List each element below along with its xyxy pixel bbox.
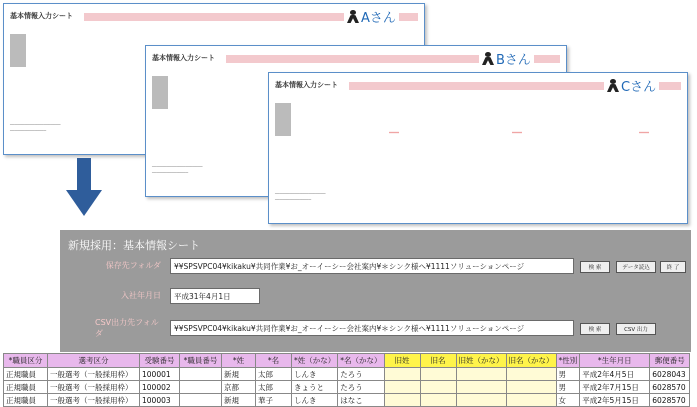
table-cell[interactable]: 100002 xyxy=(140,381,180,394)
table-cell[interactable]: 6028043 xyxy=(650,368,690,381)
table-row[interactable] xyxy=(4,381,690,394)
sheet-note: ───────────────────── ─────────────── xyxy=(10,122,61,133)
table-cell[interactable] xyxy=(420,394,456,407)
person-label-b xyxy=(479,49,534,68)
table-cell[interactable]: 6028570 xyxy=(650,394,690,407)
table-cell[interactable]: 太郎 xyxy=(256,381,292,394)
path-field[interactable]: ¥¥SPSVPC04¥kikaku¥共同作業¥お_オーイーシー会社案内¥＊シンク様へ¥1111ソリューションページ xyxy=(170,258,574,274)
red-annotation: ***** xyxy=(512,131,522,136)
table-cell[interactable]: たろう xyxy=(338,368,384,381)
employee-table xyxy=(3,353,690,407)
table-cell[interactable] xyxy=(506,368,556,381)
column-header: 受験番号 xyxy=(140,354,180,368)
person-name: Cさん xyxy=(621,80,657,95)
browse-csv-button[interactable]: 検 索 xyxy=(580,323,610,335)
table-cell[interactable] xyxy=(180,394,222,407)
app-window xyxy=(60,230,691,352)
table-cell[interactable] xyxy=(384,394,420,407)
sheet-grid xyxy=(152,76,168,109)
column-header: 旧姓（かな） xyxy=(456,354,506,368)
person-label-a xyxy=(344,7,399,26)
table-cell[interactable]: 一般選考（一般採用枠） xyxy=(48,394,140,407)
input-sheet-c xyxy=(268,72,688,224)
browse-button[interactable]: 検 索 xyxy=(580,261,610,273)
table-cell[interactable]: 正規職員 xyxy=(4,368,48,381)
column-header: 郵便番号 xyxy=(650,354,690,368)
table-cell[interactable] xyxy=(506,381,556,394)
table-cell[interactable]: 女 xyxy=(556,394,580,407)
red-annotation: ***** xyxy=(639,131,649,136)
table-cell[interactable]: 平成2年4月5日 xyxy=(580,368,650,381)
sheet-title: 基本情報入力シート xyxy=(275,81,338,89)
table-cell[interactable]: たろう xyxy=(338,381,384,394)
red-annotation: ***** xyxy=(389,131,399,136)
table-cell[interactable]: 一般選考（一般採用枠） xyxy=(48,368,140,381)
sheet-title: 基本情報入力シート xyxy=(10,12,73,20)
table-cell[interactable] xyxy=(420,368,456,381)
column-header: 選考区分 xyxy=(48,354,140,368)
column-header: *職員区分 xyxy=(4,354,48,368)
table-cell[interactable]: きょうと xyxy=(292,381,338,394)
csv-path-field[interactable]: ¥¥SPSVPC04¥kikaku¥共同作業¥お_オーイーシー会社案内¥＊シンク様へ¥1111ソリューションページ xyxy=(170,320,574,336)
table-cell[interactable]: 新規 xyxy=(222,394,256,407)
person-label-c xyxy=(604,76,659,95)
sheet-note: ───────────────────── ─────────────── xyxy=(152,164,203,175)
table-cell[interactable]: 平成2年5月15日 xyxy=(580,394,650,407)
column-header: *名（かな） xyxy=(338,354,384,368)
down-arrow-icon xyxy=(66,158,102,218)
table-cell[interactable] xyxy=(180,381,222,394)
column-header: 旧名（かな） xyxy=(506,354,556,368)
column-header: *姓（かな） xyxy=(292,354,338,368)
table-cell[interactable] xyxy=(506,394,556,407)
column-header: *姓 xyxy=(222,354,256,368)
table-cell[interactable]: しんき xyxy=(292,368,338,381)
table-cell[interactable]: 男 xyxy=(556,381,580,394)
table-row[interactable] xyxy=(4,394,690,407)
table-cell[interactable]: しんき xyxy=(292,394,338,407)
sheet-title: 基本情報入力シート xyxy=(152,54,215,62)
sheet-note: ───────────────────── ─────────────── xyxy=(275,191,326,202)
table-cell[interactable] xyxy=(456,368,506,381)
person-icon xyxy=(607,79,619,92)
column-header: *職員番号 xyxy=(180,354,222,368)
table-cell[interactable] xyxy=(180,368,222,381)
table-cell[interactable]: 正規職員 xyxy=(4,381,48,394)
csv-export-button[interactable]: CSV 出力 xyxy=(616,323,656,335)
person-icon xyxy=(482,52,494,65)
person-name: Aさん xyxy=(361,11,396,26)
table-cell[interactable]: 6028570 xyxy=(650,381,690,394)
table-cell[interactable] xyxy=(420,381,456,394)
date-label: 入社年月日 xyxy=(121,291,161,300)
table-cell[interactable]: 100003 xyxy=(140,394,180,407)
column-header: 旧名 xyxy=(420,354,456,368)
table-row[interactable] xyxy=(4,368,690,381)
table-cell[interactable]: 新規 xyxy=(222,368,256,381)
table-cell[interactable]: 100001 xyxy=(140,368,180,381)
sheet-grid xyxy=(10,34,26,67)
app-title: 新規採用：基本情報シート xyxy=(68,239,200,252)
table-cell[interactable]: 男 xyxy=(556,368,580,381)
column-header: *名 xyxy=(256,354,292,368)
column-header: *生年月日 xyxy=(580,354,650,368)
table-cell[interactable] xyxy=(384,368,420,381)
person-icon xyxy=(347,10,359,23)
table-header-row xyxy=(4,354,690,368)
sheet-grid xyxy=(275,103,291,136)
csv-path-label: CSV出力先フォルダ xyxy=(95,317,159,338)
table-cell[interactable] xyxy=(456,394,506,407)
table-cell[interactable]: 一般選考（一般採用枠） xyxy=(48,381,140,394)
data-load-button[interactable]: データ読込 xyxy=(616,261,656,273)
column-header: 旧姓 xyxy=(384,354,420,368)
table-cell[interactable] xyxy=(456,381,506,394)
close-button[interactable]: 終 了 xyxy=(660,261,686,273)
table-cell[interactable]: 太郎 xyxy=(256,368,292,381)
path-label: 保存先フォルダ xyxy=(105,261,161,270)
table-cell[interactable]: 華子 xyxy=(256,394,292,407)
column-header: *性別 xyxy=(556,354,580,368)
table-cell[interactable]: はなこ xyxy=(338,394,384,407)
date-field[interactable]: 平成31年4月1日 xyxy=(170,288,260,304)
person-name: Bさん xyxy=(496,53,531,68)
table-cell[interactable]: 京都 xyxy=(222,381,256,394)
table-cell[interactable]: 正規職員 xyxy=(4,394,48,407)
table-cell[interactable]: 平成2年7月15日 xyxy=(580,381,650,394)
table-cell[interactable] xyxy=(384,381,420,394)
